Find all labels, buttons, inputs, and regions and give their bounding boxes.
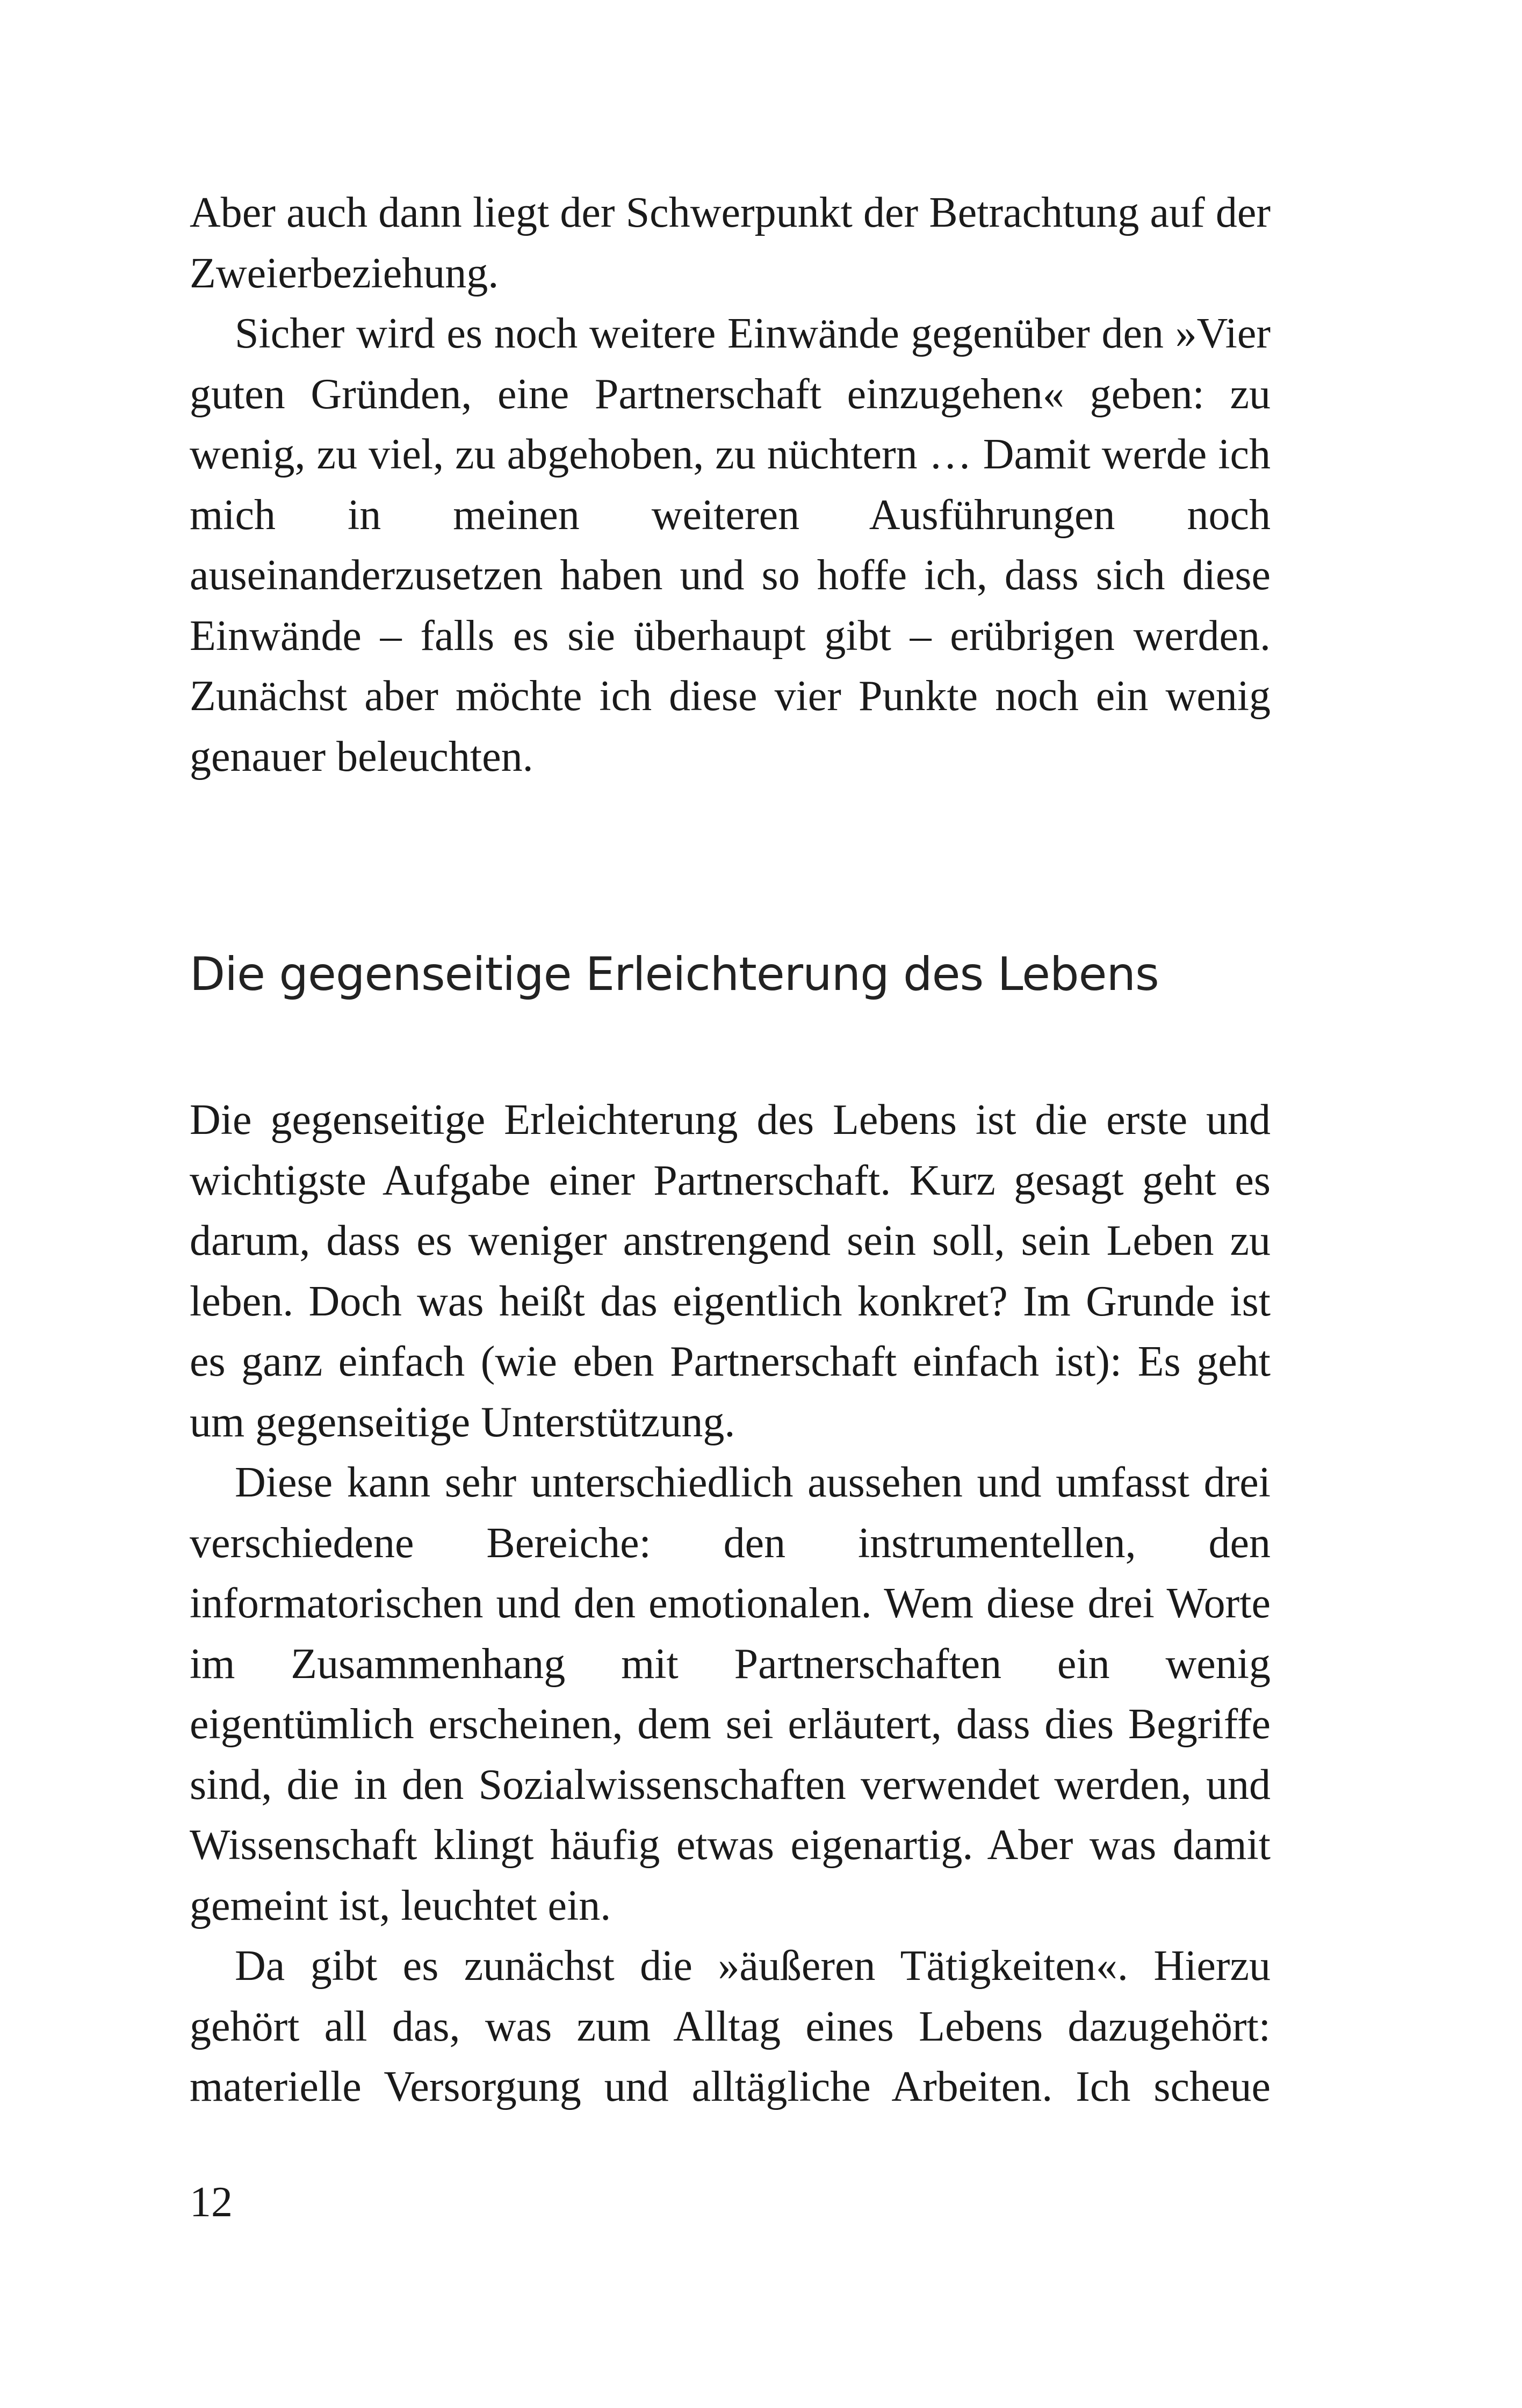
paragraph: Diese kann sehr unterschiedlich aussehen und umfasst drei verschiedene Bereiche: den instrumentellen, den informatorischen und den emotionalen. Wem diese drei Worte im Zusammenhang mit Partnerschaften ein wenig eigentümlich erscheinen, dem sei erläutert, dass dies Begriffe sind, die in den Sozialwissenschaften verwendet werden, und Wissenschaft klingt häufig etwas eigenartig. Aber was damit gemeint ist, leuchtet ein.	[190, 1459, 1271, 1929]
section-heading-wrap	[190, 944, 1271, 1004]
section-heading: Die gegenseitige Erleichterung des Lebens	[190, 948, 1159, 1001]
paragraph: Sicher wird es noch weitere Einwände gegenüber den »Vier guten Gründen, eine Partnerschaft einzugehen« geben: zu wenig, zu viel, zu abgehoben, zu nüchtern … Damit werde ich mich in meinen weiteren Ausführungen noch auseinanderzusetzen haben und so hoffe ich, dass sich diese Einwände – falls es sie überhaupt gibt – erübrigen werden. Zunächst aber möchte ich diese vier Punkte noch ein wenig genauer beleuchten.	[190, 310, 1271, 780]
paragraph: Aber auch dann liegt der Schwerpunkt der Betrachtung auf der Zweierbeziehung.	[190, 189, 1271, 297]
paragraph: Da gibt es zunächst die »äußeren Tätigkeiten«. Hierzu gehört all das, was zum Alltag eines Lebens dazugehört: materielle Versorgung und alltägliche Arbeiten. Ich scheue	[190, 1942, 1271, 2110]
intro-text	[190, 183, 1271, 787]
section-text	[190, 1090, 1271, 2117]
page-number: 12	[190, 2179, 233, 2226]
paragraph: Die gegenseitige Erleichterung des Lebens ist die erste und wichtigste Aufgabe einer Partnerschaft. Kurz gesagt geht es darum, dass es weniger anstrengend sein soll, sein Leben zu leben. Doch was heißt das eigentlich konkret? Im Grunde ist es ganz einfach (wie eben Partnerschaft einfach ist): Es geht um gegenseitige Unterstützung.	[190, 1096, 1271, 1446]
page-body	[190, 183, 1271, 2117]
